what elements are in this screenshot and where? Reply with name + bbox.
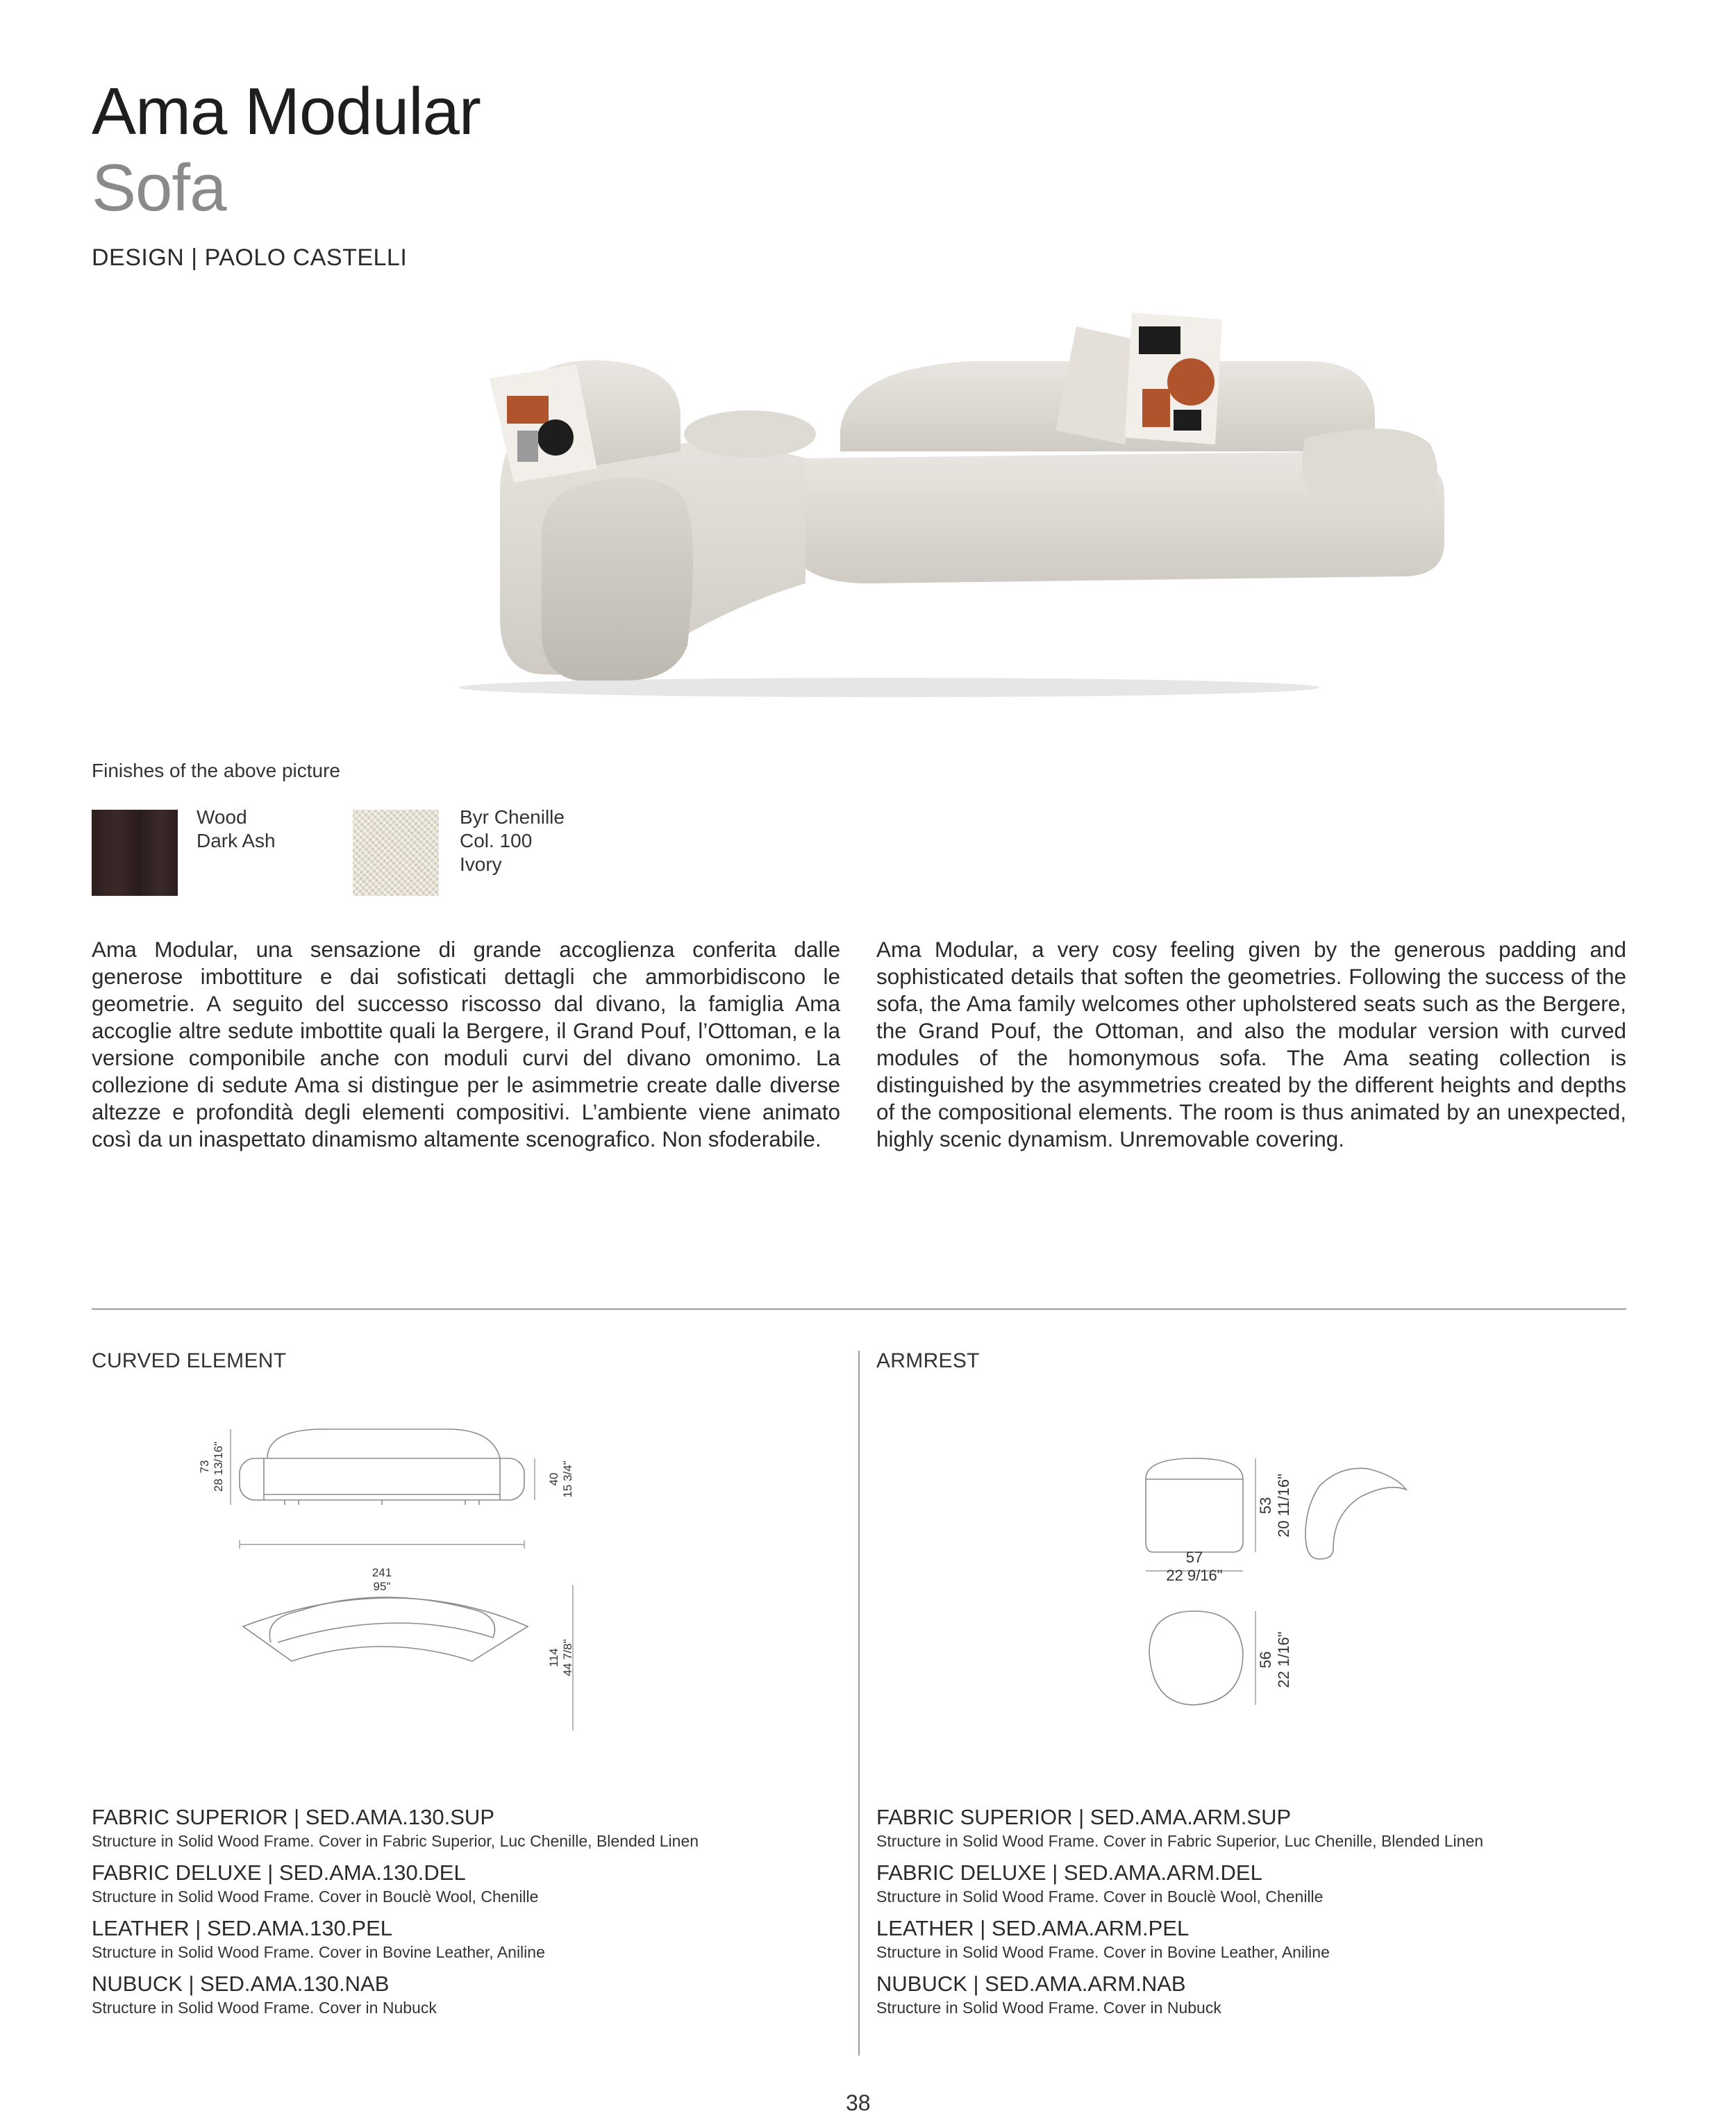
product-subtitle: Sofa (92, 151, 226, 225)
dim-seat-cm: 40 (547, 1472, 560, 1486)
chenille-ivory-swatch (353, 810, 439, 896)
dim-depth-cm: 114 (547, 1648, 560, 1667)
spec-desc: Structure in Solid Wood Frame. Cover in Fabric Superior, Luc Chenille, Blended Linen (92, 1832, 699, 1850)
armrest-specs (876, 1804, 1483, 2026)
spec-desc: Structure in Solid Wood Frame. Cover in Bouclè Wool, Chenille (876, 1888, 1324, 1906)
dim-height-cm: 73 (198, 1460, 211, 1474)
finish-fabric-text (460, 806, 565, 876)
spec-name: NUBUCK | SED.AMA.130.NAB (92, 1972, 390, 1996)
spec-name: NUBUCK | SED.AMA.ARM.NAB (876, 1972, 1186, 1996)
spec-desc: Structure in Solid Wood Frame. Cover in Fabric Superior, Luc Chenille, Blended Linen (876, 1832, 1484, 1850)
section-divider (92, 1308, 1626, 1310)
spec-desc: Structure in Solid Wood Frame. Cover in Bovine Leather, Aniline (876, 1943, 1330, 1961)
spec-desc: Structure in Solid Wood Frame. Cover in Nubuck (876, 1999, 1221, 2017)
dim-depth-cm: 56 (1257, 1651, 1274, 1669)
curved-element-title: CURVED ELEMENT (92, 1349, 287, 1372)
spec-name: FABRIC SUPERIOR | SED.AMA.130.SUP (92, 1805, 494, 1829)
cushion-patterned-right (1125, 313, 1222, 444)
finish-line: Col. 100 (460, 830, 533, 851)
dim-height-in: 20 11/16" (1275, 1474, 1292, 1538)
product-title: Ama Modular (92, 74, 481, 149)
wood-dark-ash-swatch (92, 810, 178, 896)
armrest-title: ARMREST (876, 1349, 980, 1372)
armrest-drawing (1132, 1438, 1444, 1729)
spec-desc: Structure in Solid Wood Frame. Cover in Bovine Leather, Aniline (92, 1943, 545, 1961)
spec-name: FABRIC DELUXE | SED.AMA.130.DEL (92, 1860, 466, 1885)
designer-credit: DESIGN | PAOLO CASTELLI (92, 244, 408, 271)
dim-depth-in: 44 7/8" (561, 1639, 574, 1676)
dim-seat-in: 15 3/4" (561, 1460, 574, 1498)
spec-name: FABRIC DELUXE | SED.AMA.ARM.DEL (876, 1860, 1262, 1885)
curved-element-specs (92, 1804, 699, 2026)
spec-desc: Structure in Solid Wood Frame. Cover in Nubuck (92, 1999, 437, 2017)
spec-name: LEATHER | SED.AMA.130.PEL (92, 1916, 393, 1940)
dim-depth-in: 22 1/16" (1275, 1631, 1292, 1688)
column-divider (858, 1351, 860, 2056)
finish-wood-text (197, 806, 276, 853)
dim-width-cm: 241 (372, 1566, 392, 1579)
spec-name: LEATHER | SED.AMA.ARM.PEL (876, 1916, 1190, 1940)
spec-desc: Structure in Solid Wood Frame. Cover in Bouclè Wool, Chenille (92, 1888, 539, 1906)
finish-line: Wood (197, 806, 247, 828)
spec-name: FABRIC SUPERIOR | SED.AMA.ARM.SUP (876, 1805, 1292, 1829)
dim-height-in: 28 13/16" (212, 1441, 225, 1492)
dim-width-cm: 57 (1185, 1549, 1203, 1566)
finishes-label: Finishes of the above picture (92, 760, 340, 781)
description-english: Ama Modular, a very cosy feeling given by the generous padding and sophisticated details that soften the geometries. Following the success of the sofa, the Ama family welcomes other upholstered seats such as the Bergere, the Grand Pouf, the Ottoman, and also the modular version with curved modules of the homonymous sofa. The Ama seating collection is distinguished by the asymmetries created by the different heights and depths of the compositional elements. The room is thus animated by an unexpected, highly scenic dynamism. Unremovable covering. (876, 937, 1626, 1151)
curved-element-drawing (187, 1410, 618, 1757)
finish-line: Dark Ash (197, 830, 276, 851)
dim-height-cm: 53 (1257, 1497, 1274, 1515)
description-italian: Ama Modular, una sensazione di grande accoglienza conferita dalle generose imbottiture e dai sofisticati dettagli che ammorbidiscono le geometrie. A seguito del successo riscosso dal divano, la famiglia Ama accoglie altre sedute imbottite quali la Bergere, il Grand Pouf, l’Ottoman, e la versione componibile anche con moduli curvi del divano omonimo. La collezione di sedute Ama si distingue per le asimmetrie create dalle diverse altezze e profondità degli elementi compositivi. L’ambiente viene animato così da un inaspettato dinamismo altamente scenografico. Non sfoderabile. (92, 937, 840, 1151)
dim-width-in: 95" (373, 1580, 391, 1593)
sofa-product-image (347, 313, 1472, 701)
dim-width-in: 22 9/16" (1166, 1567, 1223, 1584)
page-number: 38 (846, 2090, 871, 2115)
finish-line: Byr Chenille (460, 806, 565, 828)
finish-line: Ivory (460, 853, 502, 875)
